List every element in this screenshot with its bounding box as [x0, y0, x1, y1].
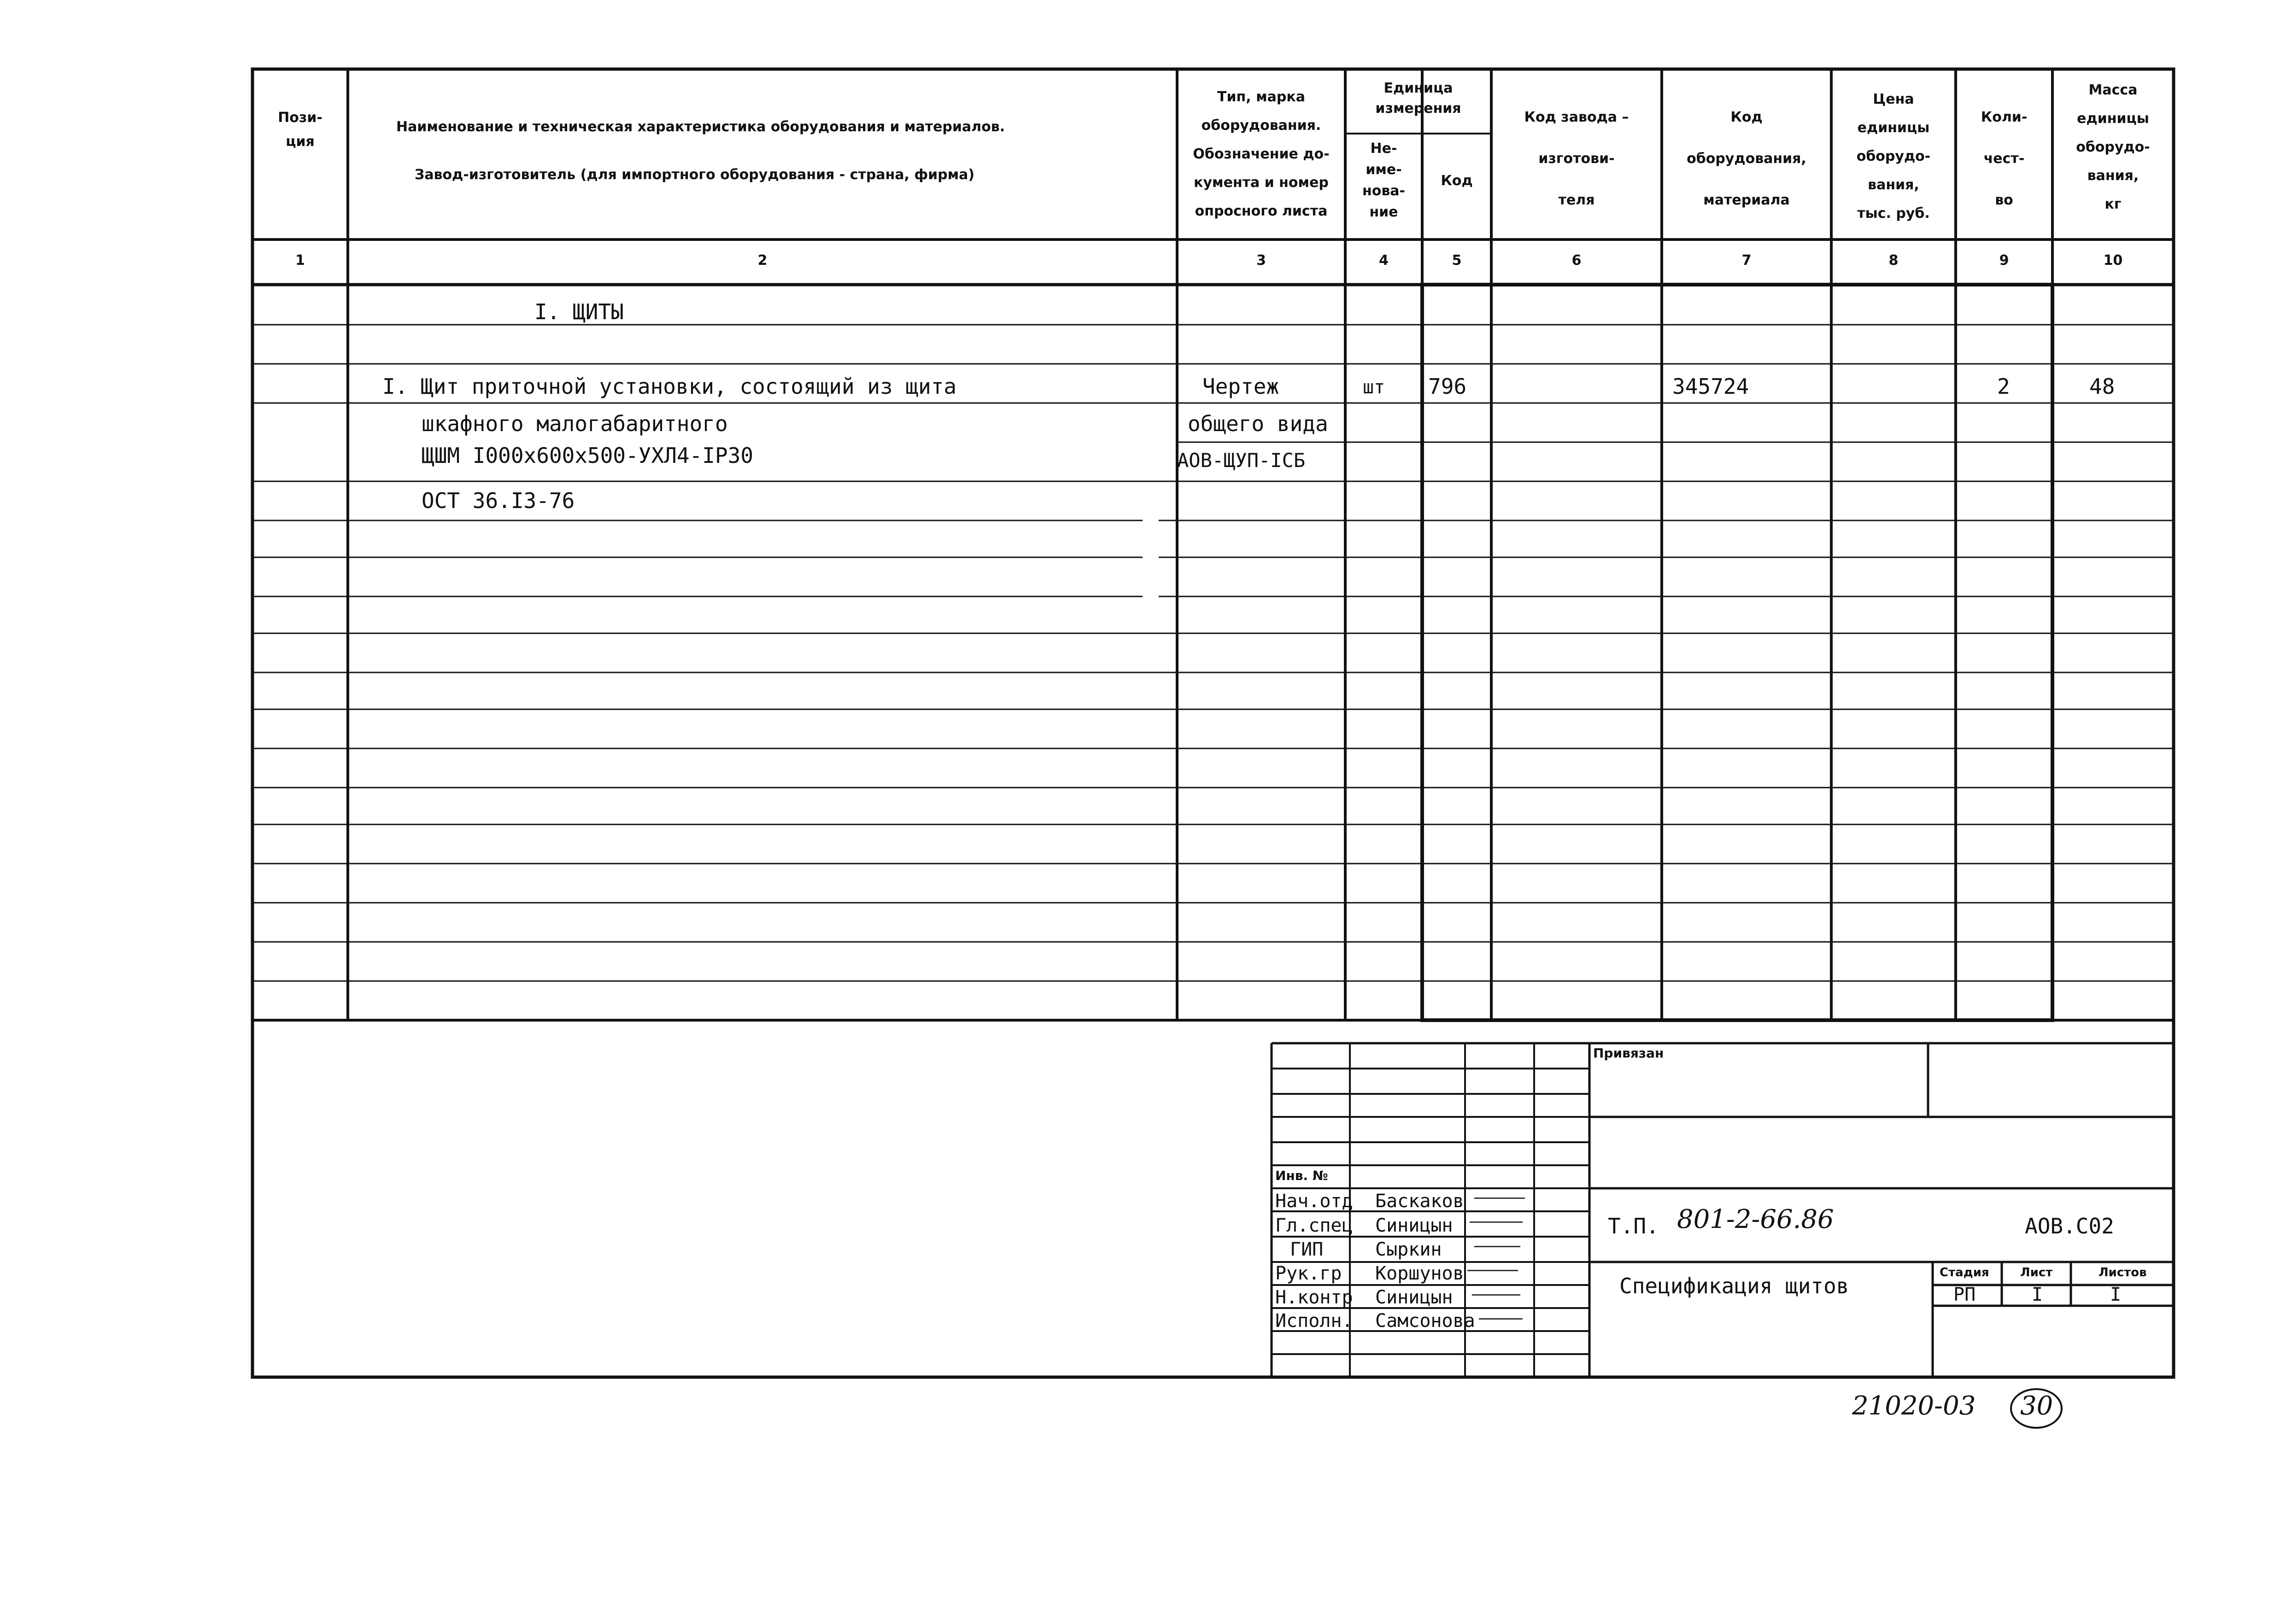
column-number: 6: [1571, 252, 1582, 269]
column-number: 8: [1888, 252, 1899, 269]
inventory-label: Инв. №: [1275, 1168, 1328, 1183]
column-number: 5: [1452, 252, 1462, 269]
item-doc-line2: общего вида: [1188, 411, 1328, 436]
column-number: 3: [1256, 252, 1266, 269]
item-equipment-code: 345724: [1672, 374, 1749, 399]
staff-role: Н.контр: [1275, 1287, 1353, 1308]
column-number: 1: [295, 252, 305, 269]
sheets-value: I: [2110, 1284, 2122, 1305]
stage-value: РП: [1953, 1284, 1976, 1305]
column-number: 2: [757, 252, 768, 269]
staff-role: Исполн.: [1275, 1310, 1353, 1332]
header-quantity: Коли- чест- во: [1981, 109, 2028, 208]
item-name-line3: ЩШМ I000х600х500-УХЛ4-IР30: [422, 443, 754, 468]
item-name-line4: ОСТ 36.I3-76: [422, 488, 575, 513]
signature: [1471, 1294, 1520, 1296]
project-number: 801-2-66.86: [1677, 1204, 1834, 1234]
item-mass: 48: [2089, 374, 2115, 399]
item-doc-line1: Чертеж: [1202, 374, 1279, 399]
signature: [1467, 1270, 1518, 1271]
item-name-line2: шкафного малогабаритного: [422, 411, 728, 436]
header-unit-group: Единица измерения: [1375, 80, 1461, 117]
section-title: I. ЩИТЫ: [534, 299, 624, 324]
header-name-line1: Наименование и техническая характеристика оборудования и материалов.: [396, 119, 1005, 135]
staff-name: Сыркин: [1375, 1239, 1442, 1260]
staff-name: Коршунов: [1375, 1263, 1464, 1284]
header-unit-mass: Масса единицы оборудо- вания, кг: [2076, 82, 2150, 212]
column-number: 4: [1379, 252, 1389, 269]
staff-role: ГИП: [1290, 1239, 1324, 1260]
item-name-line1: I. Щит приточной установки, состоящий из щита: [382, 374, 957, 399]
sheet-value: I: [2032, 1284, 2043, 1305]
stage-label: Стадия: [1940, 1266, 1989, 1279]
header-position: Пози- ция: [278, 110, 322, 150]
signature: [1474, 1246, 1520, 1247]
sheet-label: Лист: [2020, 1266, 2053, 1279]
staff-role: Нач.отд: [1275, 1191, 1353, 1212]
page-number: 30: [2020, 1391, 2053, 1421]
signature: [1469, 1221, 1523, 1223]
staff-name: Самсонова: [1375, 1310, 1475, 1332]
header-name-line2: Завод-изготовитель (для импортного оборудования - страна, фирма): [415, 167, 975, 183]
sheet-title: Спецификация щитов: [1619, 1273, 1849, 1298]
header-type-doc: Тип, марка оборудования. Обозначение до- кумента и номер опросного листа: [1193, 89, 1330, 219]
item-unit: шт: [1363, 377, 1385, 398]
header-equipment-code: Код оборудования, материала: [1687, 109, 1806, 208]
staff-name: Синицын: [1375, 1215, 1453, 1236]
header-unit-price: Цена единицы оборудо- вания, тыс. руб.: [1856, 91, 1931, 222]
signature: [1478, 1318, 1523, 1320]
project-prefix: Т.П.: [1608, 1214, 1659, 1238]
item-quantity: 2: [1997, 374, 2010, 399]
staff-name: Баскаков: [1375, 1191, 1464, 1212]
staff-name: Синицын: [1375, 1287, 1453, 1308]
archive-number: 21020-03: [1852, 1391, 1976, 1421]
sheet-code: АОВ.С02: [2025, 1214, 2114, 1238]
header-manufacturer-code: Код завода – изготови- теля: [1524, 109, 1629, 208]
staff-role: Гл.спец: [1275, 1215, 1353, 1236]
header-unit-code: Код: [1441, 173, 1473, 189]
column-number: 7: [1741, 252, 1752, 269]
column-number: 9: [1999, 252, 2009, 269]
sheets-label: Листов: [2099, 1266, 2147, 1279]
attached-label: Привязан: [1593, 1046, 1664, 1061]
item-doc-line3: АОВ-ЩУП-IСБ: [1177, 449, 1306, 472]
staff-role: Рук.гр: [1275, 1263, 1342, 1284]
item-unit-code: 796: [1428, 374, 1467, 399]
signature: [1474, 1198, 1525, 1199]
header-unit-name: Не- име- нова- ние: [1362, 140, 1406, 220]
column-number: 10: [2103, 252, 2123, 269]
